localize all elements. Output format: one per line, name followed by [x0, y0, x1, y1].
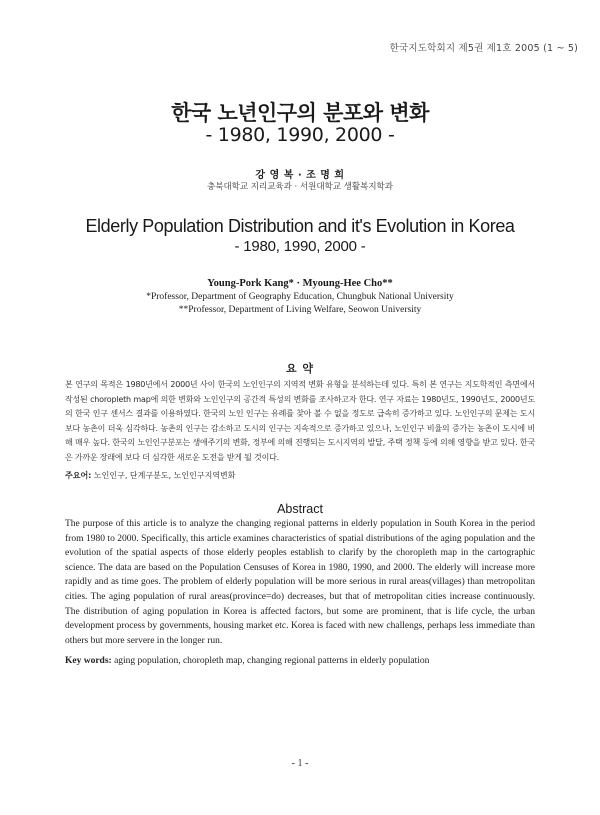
- journal-header: 한국지도학회지 제5권 제1호 2005 (1 ~ 5): [389, 43, 578, 54]
- english-abstract-body: The purpose of this article is to analyze the changing regional patterns in elderly population in South Korea in the period from 1980 to 2000. Specifically, this article examines characteristics of spatial distributions of the aging population and the evolution of the spatial aspects of those elderly peoples establish to clarify by the choropleth map in the cartographic science. The data are based on the Population Censuses of Korea in 1980, 1990, and 2000. The elderly will increase more rapidly and as time goes. The problem of elderly population will be more serious in rural areas(villages) than metropolitan cities. The aging population of rural areas(province=do) decreases, but that of metropolitan cities increase continuously. The distribution of aging population in Korea is affected factors, but some are prominent, that is life cycle, the urban development process by governments, housing market etc. Korea is faced with new challengs, perhaps less immediate than others but more servere in the longer run.: [65, 519, 535, 646]
- korean-title-line1: 한국 노년인구의 분포와 변화: [171, 101, 429, 125]
- korean-abstract-heading: 요 약: [285, 362, 315, 375]
- english-abstract-heading: Abstract: [277, 502, 323, 516]
- page-number: - 1 -: [291, 758, 309, 769]
- english-title-line2: - 1980, 1990, 2000 -: [234, 238, 366, 255]
- korean-title-line2: - 1980, 1990, 2000 -: [205, 124, 395, 146]
- korean-abstract-body: 본 연구의 목적은 1980년에서 2000년 사이 한국의 노인인구의 지역적 변화 유형을 분석하는데 있다. 특히 본 연구는 지도학적인 측면에서 작성된 choropleth map에 의한 변화와 노인인구의 공간적 특성의 변화를 조사하고자 한다. 연구 자료는 1980년도, 1990년도, 2000년도의 한국 인구 센서스 결과를 이용하였다. 한국의 노인 인구는 유례를 찾아 볼 수 없을 정도로 급속히 증가하고 있다. 노인인구의 문제는 도시보다 농촌이 더욱 심각하다. 농촌의 인구는 감소하고 도시의 인구는 지속적으로 증가하고 있으나, 노인인구 비율의 증가는 농촌이 도시에 비해 매우 높다. 한국의 노인인구분포는 생애주기의 변화, 정부에 의해 진행되는 도시지역의 발달, 주택 정책 등에 의해 영향을 받고 있다. 한국은 가까운 장래에 보다 더 심각한 새로운 도전을 받게 될 것이다.: [65, 380, 535, 462]
- korean-authors: 강 영 복 · 조 명 희: [255, 170, 345, 181]
- english-keywords: [65, 656, 535, 666]
- korean-keywords-list: 노인인구, 단계구분도, 노인인구지역변화: [91, 471, 236, 480]
- english-affiliation-1: *Professor, Department of Geography Education, Chungbuk National University: [146, 292, 454, 302]
- english-authors: Young-Pork Kang* · Myoung-Hee Cho**: [207, 278, 393, 289]
- english-affiliation-2: **Professor, Department of Living Welfare, Seowon University: [178, 305, 422, 315]
- korean-affiliations: 충북대학교 지리교육과 · 서원대학교 생활복지학과: [207, 182, 393, 192]
- english-keywords-list: aging population, choropleth map, changing regional patterns in elderly population: [111, 656, 430, 666]
- english-keywords-label: Key words:: [65, 656, 112, 666]
- english-title-line1: Elderly Population Distribution and it's Evolution in Korea: [85, 216, 515, 236]
- korean-keywords: [65, 470, 535, 481]
- korean-keywords-label: 주요어:: [65, 471, 92, 480]
